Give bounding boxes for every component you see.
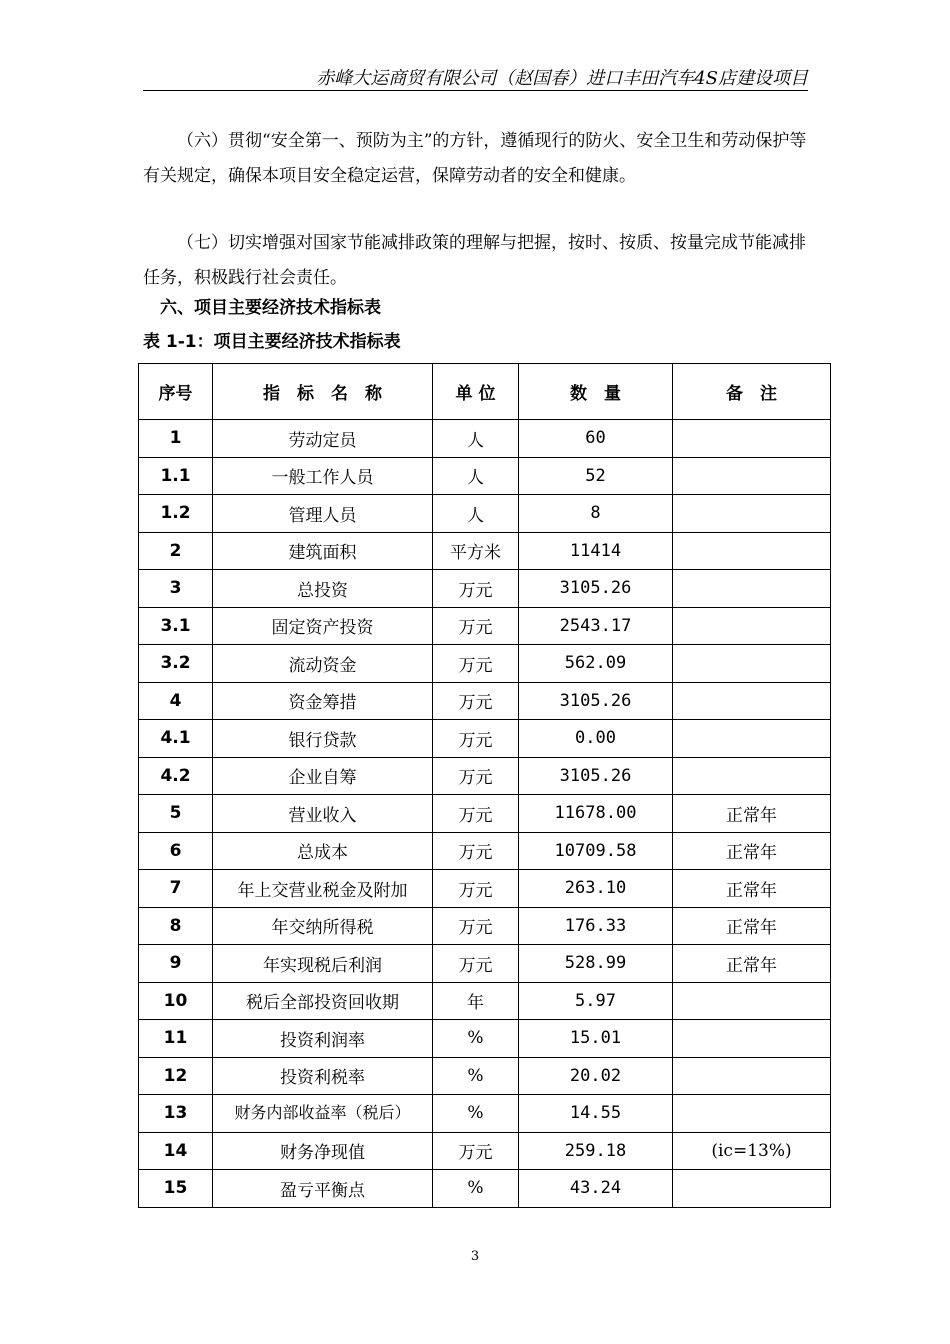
cell-note: [673, 420, 831, 458]
cell-unit: 万元: [433, 870, 519, 908]
cell-qty: 562.09: [519, 645, 673, 683]
cell-note: [673, 1020, 831, 1058]
cell-no: 13: [139, 1095, 213, 1133]
cell-no: 3.1: [139, 607, 213, 645]
cell-qty: 43.24: [519, 1170, 673, 1208]
cell-qty: 10709.58: [519, 832, 673, 870]
cell-note: [673, 570, 831, 608]
table-row: [139, 495, 831, 533]
cell-name: 银行贷款: [213, 720, 433, 758]
cell-name: 固定资产投资: [213, 607, 433, 645]
cell-name: 建筑面积: [213, 532, 433, 570]
cell-unit: 平方米: [433, 532, 519, 570]
cell-no: 4.1: [139, 720, 213, 758]
table-row: [139, 907, 831, 945]
cell-unit: %: [433, 1020, 519, 1058]
table-body: [139, 420, 831, 1208]
cell-qty: 3105.26: [519, 570, 673, 608]
header-unit: 单 位: [433, 364, 519, 420]
cell-name: 总成本: [213, 832, 433, 870]
cell-no: 1: [139, 420, 213, 458]
cell-name: 财务净现值: [213, 1132, 433, 1170]
cell-no: 6: [139, 832, 213, 870]
cell-unit: 人: [433, 457, 519, 495]
cell-unit: 万元: [433, 832, 519, 870]
cell-note: [673, 457, 831, 495]
table-row: [139, 607, 831, 645]
cell-no: 12: [139, 1057, 213, 1095]
cell-unit: 万元: [433, 720, 519, 758]
cell-unit: 年: [433, 982, 519, 1020]
cell-unit: 万元: [433, 757, 519, 795]
cell-no: 1.1: [139, 457, 213, 495]
header-rule: [143, 90, 808, 91]
cell-note: 正常年: [673, 870, 831, 908]
table-row: [139, 420, 831, 458]
cell-no: 9: [139, 945, 213, 983]
cell-note: [673, 645, 831, 683]
cell-name: 劳动定员: [213, 420, 433, 458]
cell-qty: 60: [519, 420, 673, 458]
cell-name: 年实现税后利润: [213, 945, 433, 983]
cell-qty: 259.18: [519, 1132, 673, 1170]
cell-note: [673, 757, 831, 795]
cell-name: 一般工作人员: [213, 457, 433, 495]
cell-qty: 528.99: [519, 945, 673, 983]
table-row: [139, 795, 831, 833]
cell-no: 1.2: [139, 495, 213, 533]
cell-qty: 0.00: [519, 720, 673, 758]
cell-note: [673, 982, 831, 1020]
cell-note: [673, 1170, 831, 1208]
table-row: [139, 532, 831, 570]
cell-qty: 11678.00: [519, 795, 673, 833]
cell-note: 正常年: [673, 795, 831, 833]
cell-qty: 2543.17: [519, 607, 673, 645]
header-no: 序号: [139, 364, 213, 420]
cell-name: 投资利税率: [213, 1057, 433, 1095]
cell-no: 7: [139, 870, 213, 908]
cell-name: 税后全部投资回收期: [213, 982, 433, 1020]
cell-no: 14: [139, 1132, 213, 1170]
cell-unit: 万元: [433, 607, 519, 645]
cell-note: [673, 1095, 831, 1133]
cell-unit: %: [433, 1095, 519, 1133]
table-row: [139, 682, 831, 720]
table-caption: 表 1-1：项目主要经济技术指标表: [143, 332, 401, 352]
cell-note: [673, 1057, 831, 1095]
header-note: 备 注: [673, 364, 831, 420]
cell-name: 财务内部收益率（税后）: [213, 1095, 433, 1133]
cell-note: [673, 682, 831, 720]
cell-name: 营业收入: [213, 795, 433, 833]
table-row: [139, 1095, 831, 1133]
cell-qty: 20.02: [519, 1057, 673, 1095]
cell-unit: 万元: [433, 682, 519, 720]
cell-no: 8: [139, 907, 213, 945]
cell-unit: 万元: [433, 907, 519, 945]
table-row: [139, 457, 831, 495]
cell-name: 流动资金: [213, 645, 433, 683]
cell-name: 盈亏平衡点: [213, 1170, 433, 1208]
cell-name: 投资利润率: [213, 1020, 433, 1058]
cell-unit: 万元: [433, 795, 519, 833]
running-header-title: 赤峰大运商贸有限公司（赵国春）进口丰田汽车4S店建设项目: [316, 68, 808, 89]
cell-note: [673, 532, 831, 570]
table-row: [139, 570, 831, 608]
header-name: 指 标 名 称: [213, 364, 433, 420]
table-row: [139, 645, 831, 683]
cell-name: 管理人员: [213, 495, 433, 533]
cell-qty: 52: [519, 457, 673, 495]
cell-unit: 万元: [433, 645, 519, 683]
cell-no: 11: [139, 1020, 213, 1058]
cell-qty: 263.10: [519, 870, 673, 908]
section-heading: 六、项目主要经济技术指标表: [160, 298, 381, 318]
cell-note: [673, 495, 831, 533]
cell-qty: 5.97: [519, 982, 673, 1020]
cell-unit: 万元: [433, 1132, 519, 1170]
cell-note: 正常年: [673, 907, 831, 945]
cell-qty: 176.33: [519, 907, 673, 945]
cell-qty: 14.55: [519, 1095, 673, 1133]
table-row: [139, 945, 831, 983]
cell-unit: 万元: [433, 945, 519, 983]
cell-no: 10: [139, 982, 213, 1020]
table-row: [139, 720, 831, 758]
table-row: [139, 1170, 831, 1208]
cell-note: [673, 607, 831, 645]
cell-note: 正常年: [673, 832, 831, 870]
cell-qty: 15.01: [519, 1020, 673, 1058]
page-number: 3: [470, 1249, 480, 1264]
cell-no: 5: [139, 795, 213, 833]
table-row: [139, 1132, 831, 1170]
cell-no: 2: [139, 532, 213, 570]
cell-unit: 人: [433, 420, 519, 458]
cell-name: 企业自筹: [213, 757, 433, 795]
cell-note: 正常年: [673, 945, 831, 983]
cell-qty: 11414: [519, 532, 673, 570]
paragraph-seven: （七）切实增强对国家节能减排政策的理解与把握，按时、按质、按量完成节能减排任务，积极践行社会责任。: [143, 233, 806, 288]
table-row: [139, 870, 831, 908]
cell-name: 年上交营业税金及附加: [213, 870, 433, 908]
table-header-row: [139, 364, 831, 420]
cell-name: 年交纳所得税: [213, 907, 433, 945]
table-row: [139, 832, 831, 870]
indicators-table: [138, 363, 831, 1208]
cell-unit: 万元: [433, 570, 519, 608]
cell-no: 3: [139, 570, 213, 608]
cell-qty: 3105.26: [519, 757, 673, 795]
table-row: [139, 1057, 831, 1095]
cell-no: 4.2: [139, 757, 213, 795]
table-row: [139, 1020, 831, 1058]
paragraph-six: （六）贯彻“安全第一、预防为主”的方针，遵循现行的防火、安全卫生和劳动保护等有关规定，确保本项目安全稳定运营，保障劳动者的安全和健康。: [143, 131, 807, 186]
cell-no: 3.2: [139, 645, 213, 683]
table-row: [139, 757, 831, 795]
header-qty: 数 量: [519, 364, 673, 420]
cell-note: (ic=13%): [673, 1132, 831, 1170]
cell-name: 资金筹措: [213, 682, 433, 720]
cell-note: [673, 720, 831, 758]
cell-unit: %: [433, 1170, 519, 1208]
cell-unit: 人: [433, 495, 519, 533]
cell-no: 4: [139, 682, 213, 720]
cell-no: 15: [139, 1170, 213, 1208]
cell-qty: 8: [519, 495, 673, 533]
cell-name: 总投资: [213, 570, 433, 608]
cell-qty: 3105.26: [519, 682, 673, 720]
cell-unit: %: [433, 1057, 519, 1095]
table-row: [139, 982, 831, 1020]
